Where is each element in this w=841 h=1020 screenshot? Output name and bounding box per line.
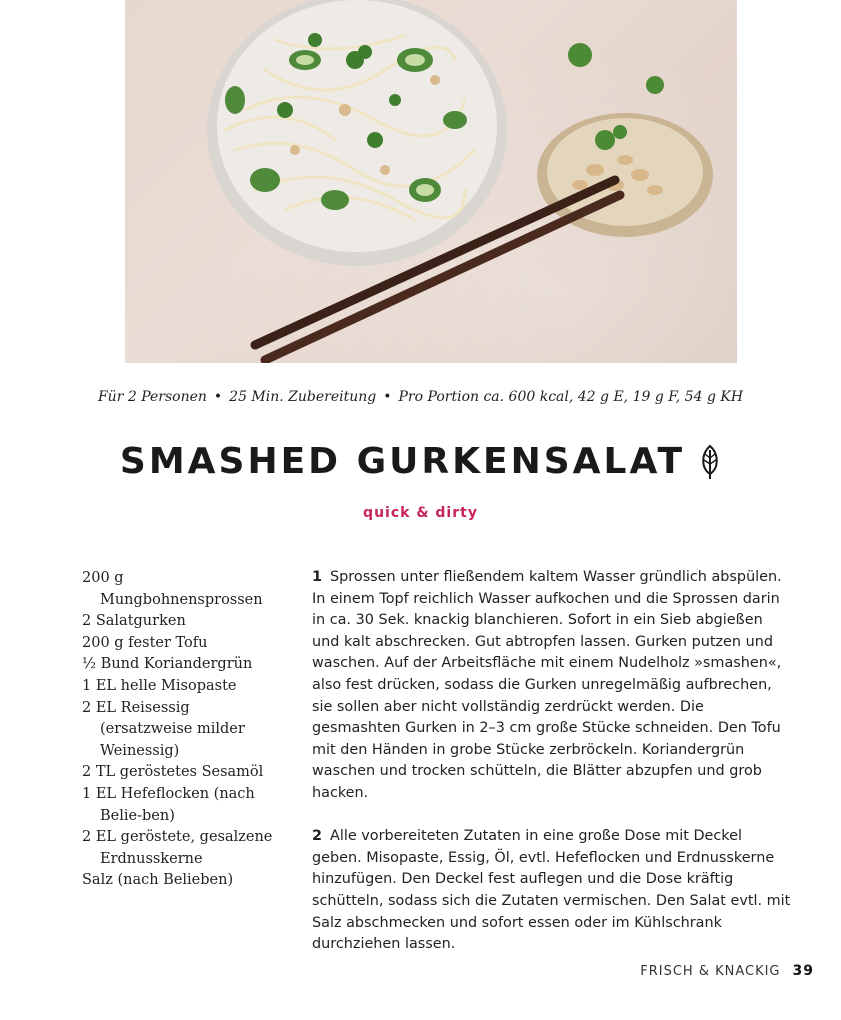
ingredient-item: 2 Salatgurken: [82, 613, 186, 630]
step-number: 1: [312, 569, 323, 585]
salad-bowl-illustration: [125, 0, 737, 363]
ingredient-item: ½ Bund Koriandergrün: [82, 656, 253, 673]
servings: Für 2 Personen: [97, 389, 207, 405]
step-2: [312, 826, 792, 956]
ingredient-item: 200 g Mungbohnensprossen: [82, 570, 263, 608]
nutrition-info: Pro Portion ca. 600 kcal, 42 g E, 19 g F, 54 g KH: [398, 389, 744, 405]
recipe-subtitle: quick & dirty: [363, 505, 478, 521]
separator: •: [383, 389, 392, 405]
recipe-title: SMASHED GURKENSALAT: [119, 441, 686, 482]
ingredient-item: 2 EL geröstete, gesalzene Erdnusskerne: [82, 829, 273, 867]
ingredient-item: 2 TL geröstetes Sesamöl: [82, 764, 264, 781]
ingredient-item: 200 g fester Tofu: [82, 634, 208, 651]
recipe-photo: [125, 0, 737, 363]
step-text: Alle vorbereiteten Zutaten in eine große Dose mit Deckel geben. Misopaste, Essig, Öl, evtl. Hefeflocken und Erdnusskerne hinzufügen. Den Deckel fest auflegen und die Dose kräftig schütteln, sodass sich die Zutaten vermischen. Den Salat evtl. mit Salz abschmecken und sofort essen oder im Kühlschrank durchziehen lassen.: [312, 828, 791, 953]
separator: •: [213, 389, 223, 405]
ingredient-list: [82, 568, 282, 892]
step-number: 2: [312, 828, 323, 845]
recipe-meta: [0, 389, 841, 405]
instructions: [312, 567, 792, 977]
page-number: 39: [792, 963, 814, 979]
title-row: [0, 441, 841, 482]
ingredient-item: 1 EL helle Misopaste: [82, 677, 237, 694]
page-footer: [640, 963, 814, 979]
step-1: [312, 567, 792, 805]
ingredient-item: 2 EL Reisessig (ersatzweise milder Weinessig): [82, 699, 245, 759]
ingredient-item: 1 EL Hefeflocken (nach Belie-ben): [82, 785, 255, 824]
leaf-icon: [699, 444, 721, 480]
step-text: Sprossen unter fließendem kaltem Wasser gründlich abspülen. In einem Topf reichlich Wasser aufkochen und die Sprossen darin in ca. 30 Sek. knackig blanchieren. Sofort in ein Sieb abgießen und kalt abschrecken. Gut abtropfen lassen. Gurken putzen und waschen. Auf der Arbeitsfläche mit einem Nudelholz »smashen«, also fest drücken, sodass die Gurken unregelmäßig aufbrechen, sie sollen aber nicht vollständig zerdrückt werden. Die gesmashten Gurken in 2–3 cm große Stücke schneiden. Den Tofu mit den Händen in grobe Stücke zerbröckeln. Koriandergrün waschen und trocken schütteln, die Blätter abzupfen und grob hacken.: [312, 569, 782, 801]
ingredient-item: Salz (nach Belieben): [82, 872, 234, 889]
section-title: FRISCH & KNACKIG: [640, 964, 781, 979]
prep-time: 25 Min. Zubereitung: [229, 389, 377, 405]
